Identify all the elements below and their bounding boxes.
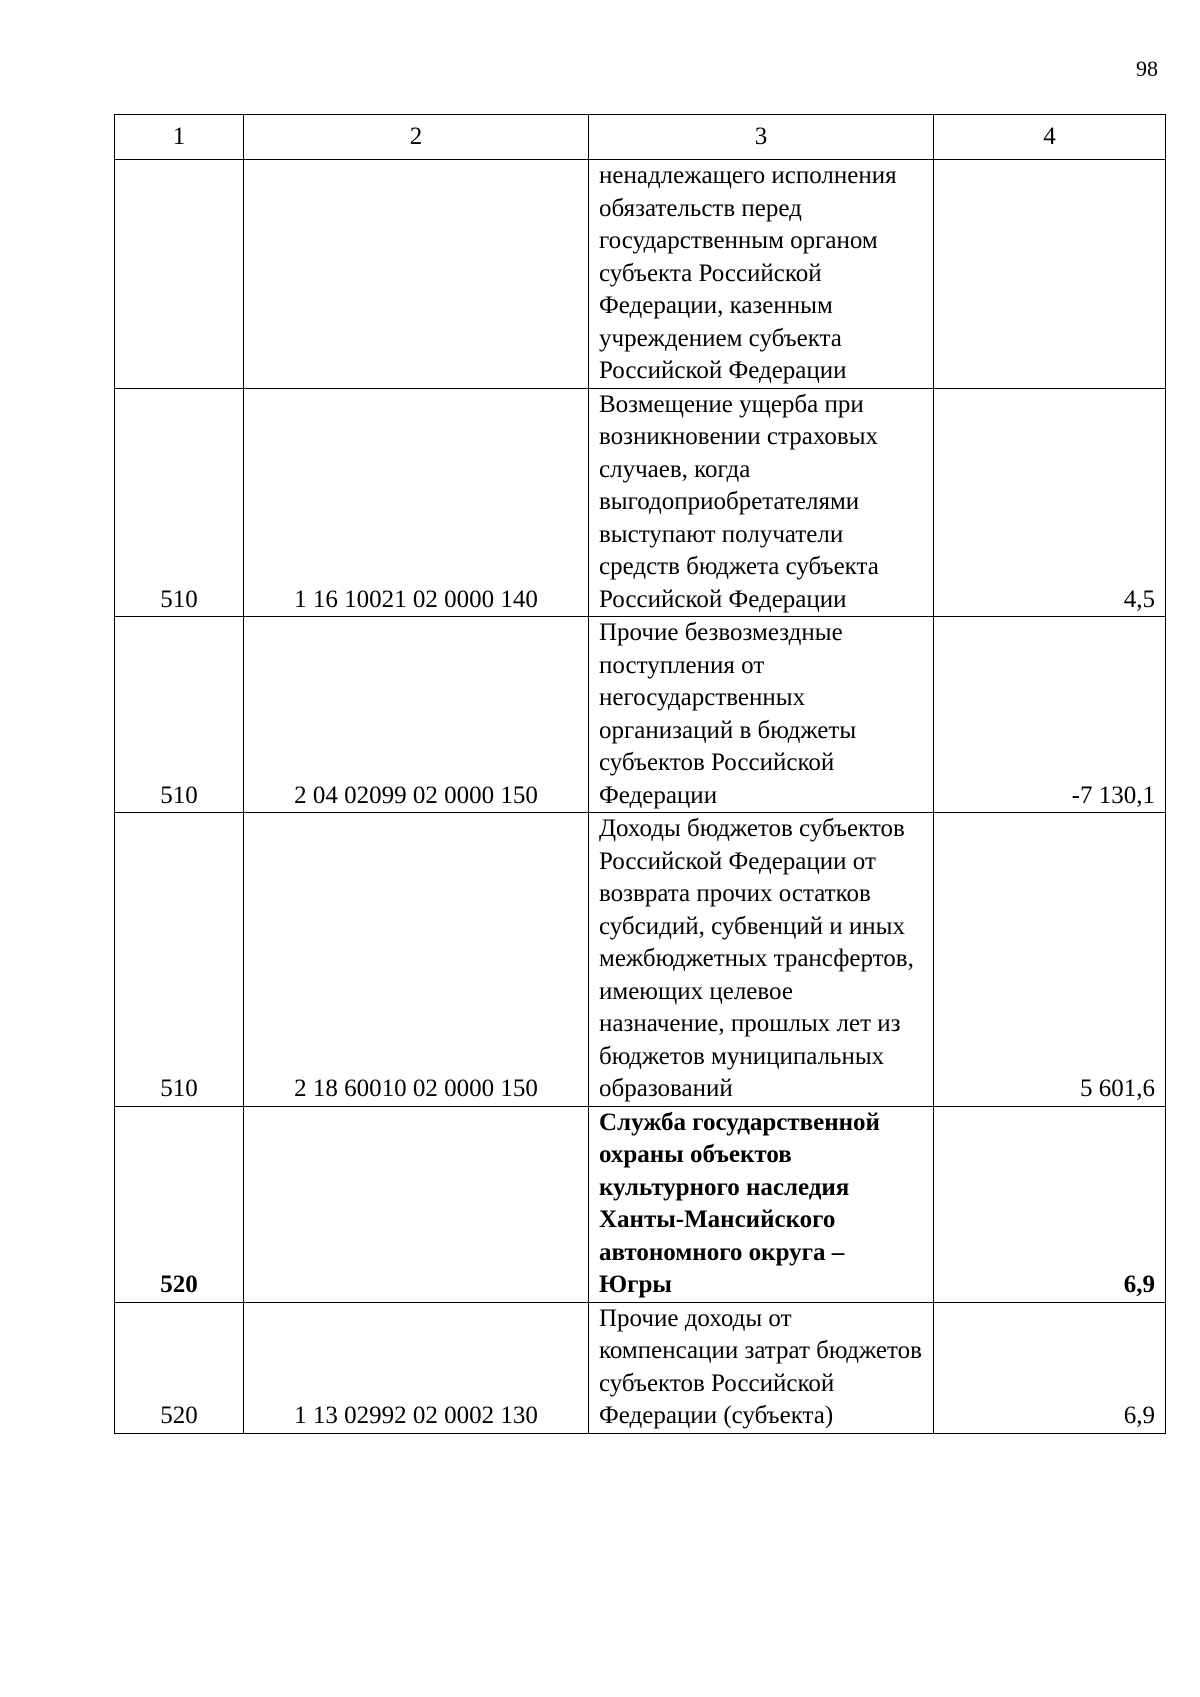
revenue-code-cell [244, 160, 589, 389]
amount-cell: 5 601,6 [934, 813, 1166, 1107]
revenue-name-cell: ненадлежащего исполнения обязательств перед государственным органом субъекта Российской Федерации, казенным учреждением субъекта Российской Федерации [589, 160, 934, 389]
admin-code-cell [115, 160, 244, 389]
table-row [115, 813, 1166, 1107]
revenue-code-cell [244, 1106, 589, 1302]
table-body [115, 160, 1166, 1434]
revenue-name-cell: Прочие безвозмездные поступления от негосударственных организаций в бюджеты субъектов Российской Федерации [589, 617, 934, 813]
revenue-code-cell: 2 18 60010 02 0000 150 [244, 813, 589, 1107]
admin-code-cell: 510 [115, 388, 244, 617]
admin-code-cell: 510 [115, 813, 244, 1107]
header-row [115, 115, 1166, 160]
table-row [115, 1302, 1166, 1433]
amount-cell [934, 160, 1166, 389]
column-header-4: 4 [934, 115, 1166, 160]
table-row [115, 160, 1166, 389]
amount-cell: -7 130,1 [934, 617, 1166, 813]
table-header [115, 115, 1166, 160]
revenue-name-cell: Доходы бюджетов субъектов Российской Федерации от возврата прочих остатков субсидий, субвенций и иных межбюджетных трансфертов, имеющих целевое назначение, прошлых лет из бюджетов муниципальных образований [589, 813, 934, 1107]
revenue-name-cell: Возмещение ущерба при возникновении страховых случаев, когда выгодоприобретателями выступают получатели средств бюджета субъекта Российской Федерации [589, 388, 934, 617]
column-header-3: 3 [589, 115, 934, 160]
amount-cell: 6,9 [934, 1106, 1166, 1302]
admin-code-cell: 510 [115, 617, 244, 813]
revenue-code-cell: 1 16 10021 02 0000 140 [244, 388, 589, 617]
table-row [115, 388, 1166, 617]
revenue-code-cell: 2 04 02099 02 0000 150 [244, 617, 589, 813]
amount-cell: 4,5 [934, 388, 1166, 617]
column-header-1: 1 [115, 115, 244, 160]
column-header-2: 2 [244, 115, 589, 160]
table-row [115, 617, 1166, 813]
table-row [115, 1106, 1166, 1302]
admin-code-cell: 520 [115, 1302, 244, 1433]
admin-code-cell: 520 [115, 1106, 244, 1302]
amount-cell: 6,9 [934, 1302, 1166, 1433]
budget-table [114, 114, 1166, 1434]
revenue-name-cell: Прочие доходы от компенсации затрат бюджетов субъектов Российской Федерации (субъекта) [589, 1302, 934, 1433]
revenue-name-cell: Служба государственной охраны объектов культурного наследия Ханты-Мансийского автономного округа – Югры [589, 1106, 934, 1302]
page-number: 98 [1136, 56, 1158, 81]
revenue-code-cell: 1 13 02992 02 0002 130 [244, 1302, 589, 1433]
